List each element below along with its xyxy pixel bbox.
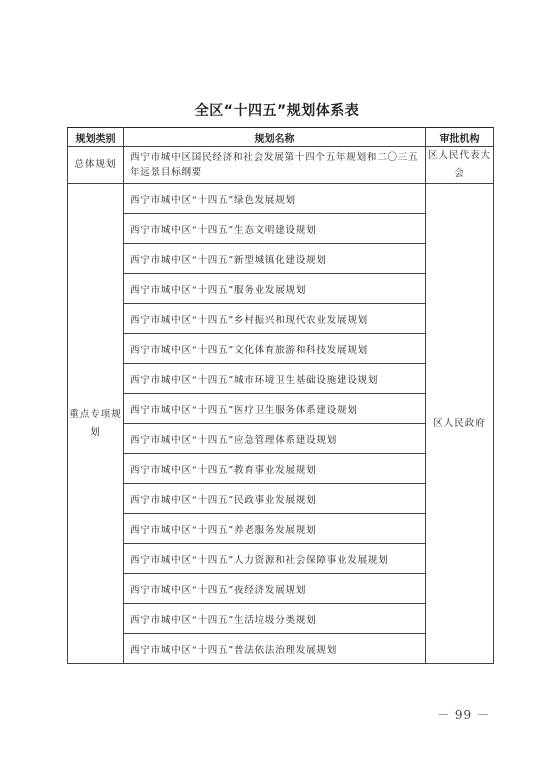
table-row <box>68 184 494 214</box>
plan-name: 西宁市城中区“十四五”乡村振兴和现代农业发展规划 <box>124 304 426 334</box>
plan-name: 西宁市城中区“十四五”人力资源和社会保障事业发展规划 <box>124 544 426 574</box>
table-row-overall <box>68 147 494 184</box>
plan-name: 西宁市城中区“十四五”应急管理体系建设规划 <box>124 424 426 454</box>
plan-name: 西宁市城中区“十四五”教育事业发展规划 <box>124 454 426 484</box>
plan-name-overall: 西宁市城中区国民经济和社会发展第十四个五年规划和二〇三五年远景目标纲要 <box>124 147 426 184</box>
category-key-plans: 重点专项规划 <box>68 184 124 664</box>
plan-name: 西宁市城中区“十四五”服务业发展规划 <box>124 274 426 304</box>
plan-name: 西宁市城中区“十四五”文化体育旅游和科技发展规划 <box>124 334 426 364</box>
plan-name: 西宁市城中区“十四五”医疗卫生服务体系建设规划 <box>124 394 426 424</box>
planning-system-table <box>67 127 494 664</box>
category-overall: 总体规划 <box>68 147 124 184</box>
table-header-row <box>68 128 494 147</box>
plan-name: 西宁市城中区“十四五”夜经济发展规划 <box>124 574 426 604</box>
plan-name: 西宁市城中区“十四五”养老服务发展规划 <box>124 514 426 544</box>
plan-name: 西宁市城中区“十四五”生态文明建设规划 <box>124 214 426 244</box>
header-category: 规划类别 <box>68 128 124 147</box>
plan-name: 西宁市城中区“十四五”新型城镇化建设规划 <box>124 244 426 274</box>
page-number: － 99 － <box>437 708 490 722</box>
plan-name: 西宁市城中区“十四五”民政事业发展规划 <box>124 484 426 514</box>
page-title: 全区“十四五”规划体系表 <box>194 103 360 119</box>
plan-name: 西宁市城中区“十四五”城市环境卫生基础设施建设规划 <box>124 364 426 394</box>
authority-overall: 区人民代表大会 <box>426 147 494 184</box>
authority-key-plans: 区人民政府 <box>426 184 494 664</box>
plan-name: 西宁市城中区“十四五”生活垃圾分类规划 <box>124 604 426 634</box>
plan-name: 西宁市城中区“十四五”绿色发展规划 <box>124 184 426 214</box>
plan-name: 西宁市城中区“十四五”普法依法治理发展规划 <box>124 634 426 664</box>
header-plan-name: 规划名称 <box>124 128 426 147</box>
header-authority: 审批机构 <box>426 128 494 147</box>
